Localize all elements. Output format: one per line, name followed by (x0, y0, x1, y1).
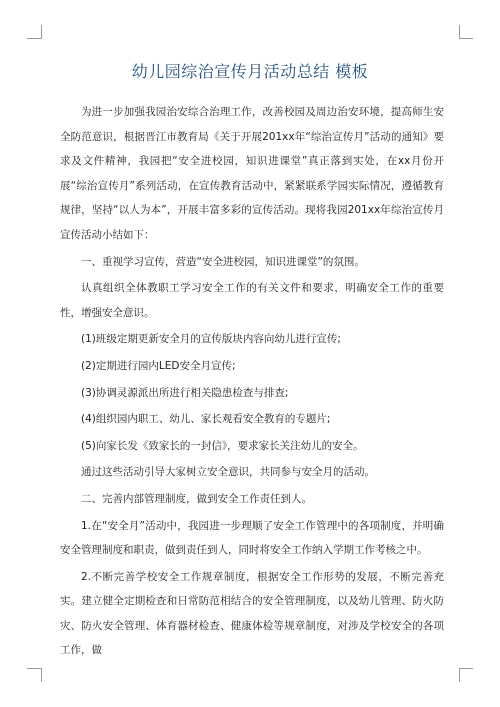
document-body (60, 100, 444, 663)
list-item: (5)向家长发《致家长的一封信》，要求家长关注幼儿的安全。 (81, 439, 364, 452)
list-item: (4)组织园内职工、幼儿、家长观看安全教育的专题片; (81, 413, 331, 426)
list-item: (2)定期进行园内LED安全月宣传; (81, 359, 236, 372)
crop-mark (459, 668, 473, 669)
paragraph: 认真组织全体教职工学习安全工作的有关文件和要求，明确安全工作的重要性，增强安全意识。 (60, 282, 444, 319)
document-title: 幼儿园综治宣传月活动总结 模板 (131, 62, 369, 81)
crop-mark (459, 668, 460, 682)
paragraph-intro: 为进一步加强我园治安综合治理工作，改善校园及周边治安环境，提高师生安全防范意识，根据晋江市教育局《关于开展201xx年“综治宣传月”活动的通知》要求及文件精神，我园把“安全进校园，知识进课堂”真正落到实处，在xx月份开展“综治宣传月”系列活动，在宣传教育活动中，紧紧联系学园实际情况，遵循教育规律，坚持“以人为本”，开展丰富多彩的宣传活动。现将我园201xx年综治宣传月宣传活动小结如下： (60, 106, 444, 241)
crop-mark (41, 668, 42, 682)
list-item: (1)班级定期更新安全月的宣传版块内容向幼儿进行宣传; (81, 333, 341, 346)
section-heading-2: 二、完善内部管理制度，做到安全工作责任到人。 (81, 492, 312, 505)
crop-mark (27, 38, 41, 39)
crop-mark (459, 38, 473, 39)
paragraph: 1.在“安全月”活动中，我园进一步理顺了安全工作管理中的各项制度，并明确安全管理制度和职责，做到责任到人，同时将安全工作纳入学期工作考核之中。 (60, 519, 444, 557)
section-heading-1: 一、重视学习宣传，营造“安全进校园，知识进课堂”的氛围。 (81, 255, 365, 268)
paragraph: 通过这些活动引导大家树立安全意识，共同参与安全月的活动。 (81, 466, 375, 479)
list-item: (3)协调灵源派出所进行相关隐患检查与排查; (81, 386, 289, 399)
crop-mark (27, 668, 41, 669)
paragraph: 2.不断完善学校安全工作规章制度，根据安全工作形势的发展，不断完善充实。建立健全定期检查和日常防范相结合的安全管理制度，以及幼儿管理、防火防灾、防火安全管理、体育器材检查、健康体检等规章制度，对涉及学校安全的各项工作，做 (60, 570, 444, 657)
crop-mark (459, 25, 460, 39)
crop-mark (41, 25, 42, 39)
